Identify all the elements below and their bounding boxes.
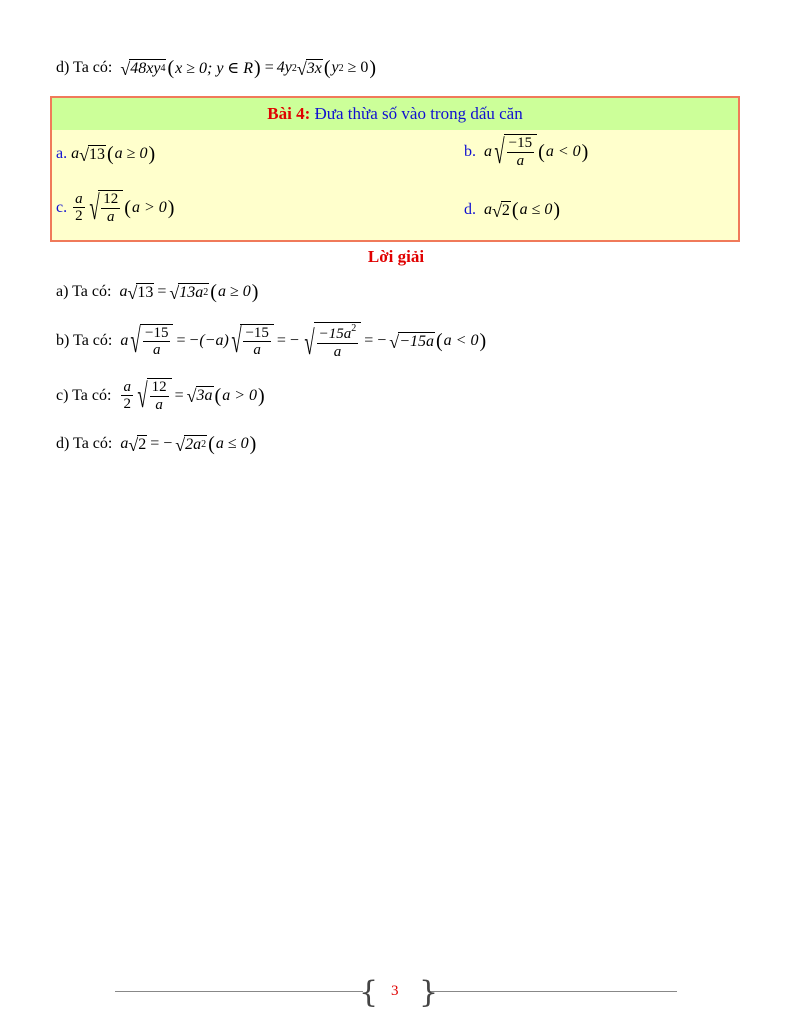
coefficient: a: [71, 145, 80, 162]
paren-open: (: [107, 143, 114, 165]
solution-d: [56, 434, 257, 454]
radical-sign: √: [389, 331, 400, 352]
denominator: a: [516, 152, 525, 169]
footer-bracket-left: {: [359, 975, 379, 1010]
paren-open: (: [167, 57, 175, 79]
radicand: 2: [501, 201, 510, 219]
numerator: −15: [145, 324, 169, 341]
fraction: [243, 325, 270, 360]
denominator: a: [333, 343, 342, 360]
radical: [169, 283, 209, 302]
radical: [127, 283, 154, 302]
radical-sign: √: [169, 282, 180, 303]
radicand: [140, 324, 173, 360]
denominator: a: [107, 208, 115, 225]
radical: [128, 324, 173, 360]
radical-sign: √: [127, 282, 138, 303]
solution-b: [56, 322, 487, 361]
radicand: [178, 283, 209, 302]
radical-sign: √: [304, 324, 315, 362]
solution-a: [56, 282, 259, 302]
coefficient: a: [120, 332, 129, 350]
paren-close: ): [167, 196, 175, 219]
condition: a > 0: [222, 386, 258, 404]
paren-open: (: [214, 384, 222, 407]
radicand-text: 48xy: [130, 59, 161, 77]
solution-c: [56, 378, 266, 414]
fraction: [121, 379, 133, 414]
paren-close: ): [249, 433, 257, 455]
footer-rule-right: [430, 991, 677, 992]
radical-sign: √: [175, 434, 186, 455]
exercise-item-b: [464, 134, 589, 170]
radicand: [314, 322, 362, 361]
radical: [229, 324, 274, 360]
coefficient: a: [484, 142, 492, 160]
numerator-text: −15a: [318, 326, 352, 342]
equals: = −: [364, 332, 387, 350]
paren-open: (: [511, 199, 519, 221]
radical-sign: √: [231, 323, 242, 361]
radical: [175, 435, 207, 454]
radicand: 3a: [196, 387, 213, 405]
radical-sign: √: [128, 434, 139, 455]
item-label: b.: [464, 142, 476, 160]
coefficient: −(−a): [188, 332, 229, 350]
condition: a ≥ 0: [217, 283, 251, 300]
exercise-item-d: [464, 200, 561, 220]
equals: = −: [276, 332, 299, 350]
paren-close: ): [258, 384, 265, 407]
paren-close: ): [251, 281, 259, 303]
exercise-header: [52, 98, 738, 130]
radicand: −15a: [399, 332, 434, 350]
radical-sign: √: [296, 58, 307, 79]
denominator: 2: [123, 396, 131, 412]
radicand: [98, 190, 123, 226]
denominator: 2: [75, 208, 83, 224]
radical-sign: √: [130, 323, 142, 361]
item-label: a.: [56, 145, 68, 162]
exponent: 2: [351, 323, 357, 334]
page-number: 3: [391, 983, 399, 999]
exponent: 2: [338, 62, 344, 74]
prev-solution-d: [56, 58, 377, 78]
condition: a < 0: [545, 142, 581, 160]
radical: [135, 378, 172, 414]
footer-rule-left: [115, 991, 363, 992]
condition: a ≥ 0: [114, 145, 148, 162]
coefficient: a: [484, 201, 492, 218]
radicand: [184, 435, 207, 454]
radical-sign: √: [494, 133, 505, 171]
denominator: a: [253, 342, 261, 358]
radical: [492, 134, 537, 170]
paren-close: ): [479, 330, 487, 353]
radicand-text: 2a: [185, 435, 202, 453]
numerator: 12: [103, 191, 119, 207]
coefficient: 4y: [276, 59, 292, 76]
numerator: [317, 323, 359, 344]
radical: [87, 190, 124, 226]
line-label: b) Ta có:: [56, 332, 113, 350]
line-label: c) Ta có:: [56, 386, 112, 404]
fraction: [143, 325, 170, 360]
exponent: 2: [291, 62, 297, 74]
equals: =: [264, 59, 274, 76]
radicand: 13: [137, 283, 154, 301]
equals: =: [174, 386, 184, 404]
denominator: a: [155, 396, 163, 413]
equals: =: [176, 332, 186, 350]
numerator: −15: [245, 324, 269, 341]
condition-var: y: [331, 59, 339, 76]
radicand: [504, 134, 537, 170]
radical: [120, 59, 166, 78]
fraction: [73, 191, 85, 226]
radical-sign: √: [492, 200, 502, 221]
exponent: 4: [160, 63, 166, 74]
exercise-item-c: [56, 190, 175, 226]
exponent: 2: [201, 439, 207, 450]
fraction: [317, 323, 359, 361]
radical: [492, 201, 511, 220]
paren-close: ): [581, 140, 589, 163]
exponent: 2: [203, 287, 209, 298]
radical: [79, 145, 106, 164]
radical: [187, 386, 214, 405]
paren-open: (: [124, 196, 131, 219]
equals: = −: [150, 435, 173, 452]
condition: a ≤ 0: [215, 435, 249, 452]
item-label: c.: [56, 198, 68, 216]
radicand: 3x: [306, 59, 322, 77]
condition: a < 0: [443, 332, 479, 350]
radical-sign: √: [186, 386, 197, 407]
fraction: [507, 135, 534, 170]
paren-close: ): [254, 57, 261, 79]
condition: a ≤ 0: [519, 201, 553, 218]
radical-sign: √: [89, 189, 100, 227]
line-label: d) Ta có:: [56, 435, 113, 452]
exercise-box: [50, 96, 740, 242]
fraction: [150, 379, 169, 414]
radical-sign: √: [79, 144, 89, 165]
radical: [389, 332, 435, 351]
numerator: 12: [151, 379, 167, 395]
radicand: 13: [89, 145, 105, 163]
numerator: −15: [508, 135, 533, 151]
item-label: d.: [464, 201, 476, 218]
paren-close: ): [148, 143, 156, 165]
coefficient: a: [119, 283, 128, 300]
radical: [302, 322, 361, 361]
equals: =: [157, 283, 167, 300]
paren-open: (: [208, 433, 215, 455]
radicand: [240, 324, 273, 360]
radicand: [147, 378, 172, 414]
paren-close: ): [369, 57, 377, 79]
paren-close: ): [553, 199, 561, 221]
condition: a > 0: [131, 198, 167, 216]
radicand: [129, 59, 166, 78]
line-label: d) Ta có:: [56, 59, 113, 76]
radical-sign: √: [137, 377, 148, 415]
exercise-number: Bài 4:: [267, 104, 311, 123]
exercise-title: Đưa thừa số vào trong dấu căn: [314, 104, 523, 123]
footer-bracket-right: }: [419, 975, 439, 1010]
line-label: a) Ta có:: [56, 283, 112, 300]
exercise-item-a: [56, 144, 156, 164]
solution-title: Lời giải: [367, 247, 425, 266]
coefficient: a: [120, 435, 129, 452]
fraction: [101, 191, 120, 226]
paren-open: (: [538, 140, 545, 163]
condition: x ≥ 0; y ∈ R: [175, 60, 254, 77]
radical-sign: √: [120, 58, 131, 79]
radical: [297, 59, 323, 78]
paren-open: (: [323, 57, 331, 79]
radicand-text: 13a: [179, 283, 204, 301]
numerator: a: [123, 378, 131, 395]
paren-open: (: [210, 281, 217, 303]
paren-open: (: [435, 330, 443, 353]
condition-rel: ≥ 0: [347, 59, 369, 76]
numerator: a: [75, 190, 83, 207]
denominator: a: [153, 342, 161, 358]
radical: [128, 435, 147, 454]
radicand: 2: [138, 435, 147, 453]
